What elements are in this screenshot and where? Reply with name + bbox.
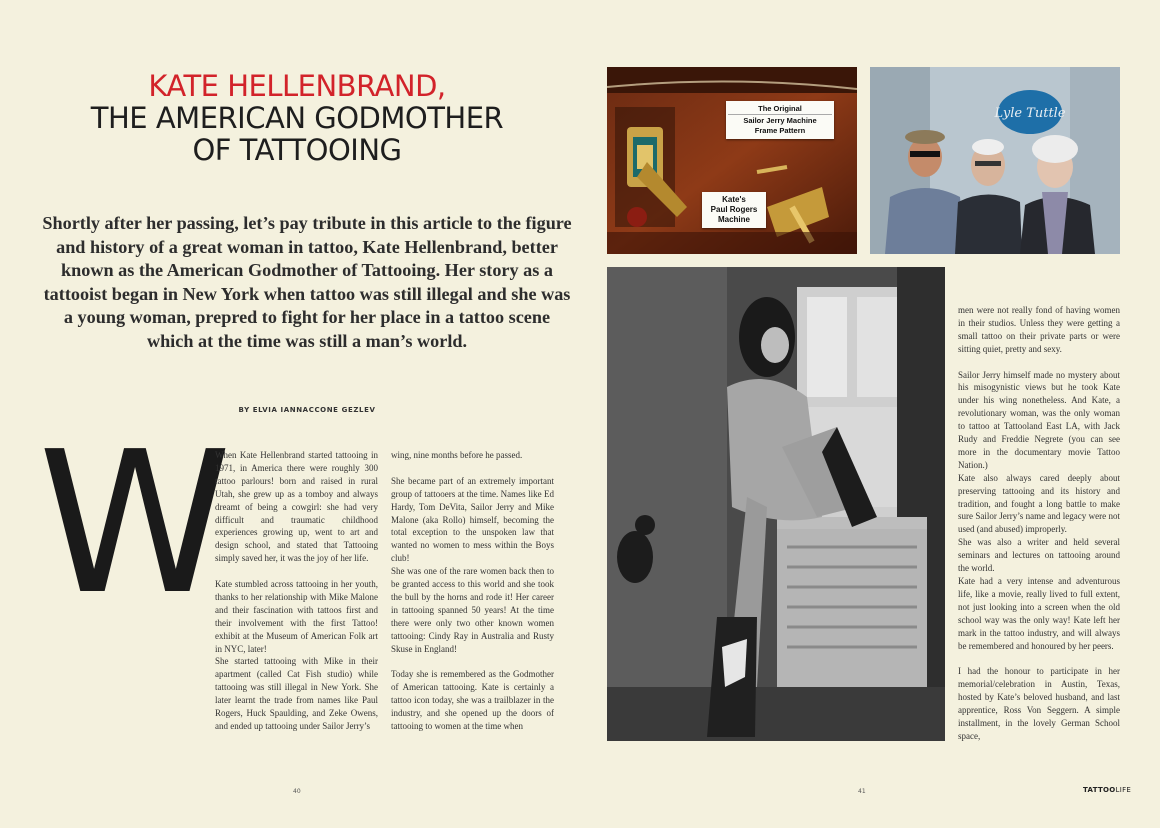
text-column-2 — [391, 449, 554, 746]
sign-text: Lyle Tuttle — [994, 106, 1066, 121]
title-line-2: THE AMERICAN GODMOTHER — [90, 101, 504, 135]
title-line-3: OF TATTOOING — [192, 133, 402, 167]
paragraph: She became part of an extremely important group of tattooers at the time. Names like Ed Hardy, Tom DeVita, Sailor Jerry and Mike Malone (aka Rollo) himself, becoming the total exception to the unspoken law that wanted no women to mess within the Boys club! — [391, 475, 554, 564]
photo-tattoo-machines-display — [607, 67, 857, 254]
label-line: Machine — [717, 215, 750, 224]
page-number-left: 40 — [293, 788, 301, 795]
intro-paragraph: Shortly after her passing, let’s pay tribute in this article to the figure and history of a great woman in tattoo, Kate Hellenbrand, better known as the American Godmother of Tattooing. Her story as a tattooist began in New York when tattoo was still illegal and she was a young woman, prepred to fight for her place in a tattoo scene which at the time was still a man’s world. — [42, 213, 572, 351]
portrait-photo-art — [607, 267, 945, 741]
label-card-kates-machine — [702, 192, 766, 228]
paragraph: Sailor Jerry himself made no mystery about his misogynistic views but he took Kate under his wing nonetheless. And Kate, a revolutionary woman, was the only woman to tattoo at Tattooland East LA, with Jack Rudy and Freddie Negrete (you can see more in the documentary movie Tattoo Nation.) — [958, 369, 1120, 470]
paragraph: When Kate Hellenbrand started tattooing in 1971, in America there were roughly 300 tattoo parlours! born and raised in rural Utah, she grew up as a tomboy and always dreamt of being a cowgirl: she had very difficult and traumatic childhood experiences growing up, went to art and design school, and stated that Tattooing simply saved her, it was the joy of her life. — [215, 450, 378, 564]
byline: BY ELVIA IANNACCONE GEZLEV — [238, 406, 376, 414]
title-line-1: KATE HELLENBRAND, — [148, 69, 446, 103]
paragraph: I had the honour to participate in her memorial/celebration in Austin, Texas, hosted by Kate’s beloved husband, and last apprentice, Ross Von Seggern. A simple installment, in the lovely German School space, — [958, 666, 1120, 741]
label-line: Frame Pattern — [754, 126, 806, 135]
brand-bold: TATTOO — [1083, 786, 1116, 794]
label-line: Kate's — [722, 195, 746, 204]
photo-kate-window-portrait — [607, 267, 945, 741]
paragraph: Kate had a very intense and adventurous life, like a movie, really lived to full extent, not just looking into a screen when the old school way was the only way! Kate left her mark in the tattoo industry, and will always be remembered and honoured by her peers. — [958, 576, 1120, 651]
paragraph: She was one of the rare women back then to be granted access to this world and she took the bull by the horns and rode it! Her career in tattooing spanned 50 years! At the time there were only two other known women tattooing: Cindy Ray in Australia and Rusty Skuse in England! — [391, 566, 554, 654]
paragraph: Kate also always cared deeply about preserving tattooing and its history and tradition, and fought a long battle to make sure Sailor Jerry’s name and legacy were not used (and abused) improperly. — [958, 472, 1120, 535]
label-line: Sailor Jerry Machine — [743, 116, 817, 125]
brand-light: LIFE — [1115, 786, 1132, 794]
label-line: Paul Rogers — [710, 205, 758, 214]
paragraph: She was also a writer and held several seminars and lectures on tattooing around the world. — [958, 537, 1120, 574]
label-line: The Original — [728, 104, 832, 115]
people-photo-art — [870, 67, 1120, 254]
paragraph: men were not really fond of having women in their studios. Unless they were getting a small tattoo on their private parts or were sitting quiet, pretty and sexy. — [958, 305, 1120, 354]
paragraph: wing, nine months before he passed. — [391, 450, 523, 460]
photo-three-people-studio — [870, 67, 1120, 254]
paragraph: Today she is remembered as the Godmother of American tattooing. Kate is certainly a tattoo icon today, she was a trailblazer in the industry, and she opened up the doors of tattooing to women at the time when — [391, 669, 554, 731]
text-column-3 — [958, 304, 1120, 756]
paragraph: Kate stumbled across tattooing in her youth, thanks to her relationship with Mike Malone and their fascination with tattoos first and their involvement with the first Tattoo! exhibit at the Museum of American Folk art in NYC, later! — [215, 579, 378, 654]
article-title — [40, 70, 554, 166]
drop-cap: W — [38, 410, 226, 638]
label-card-original — [726, 101, 834, 139]
page-number-right: 41 — [858, 788, 866, 795]
paragraph: She started tattooing with Mike in their apartment (called Cat Fish studio) while tattooing was still illegal in New York. She later learnt the trade from names like Paul Rogers, Huck Spaulding, and Zeke Owens, and ended up tattooing under Sailor Jerry’s — [215, 656, 378, 732]
magazine-brand — [1083, 786, 1131, 794]
text-column-1 — [215, 449, 378, 746]
